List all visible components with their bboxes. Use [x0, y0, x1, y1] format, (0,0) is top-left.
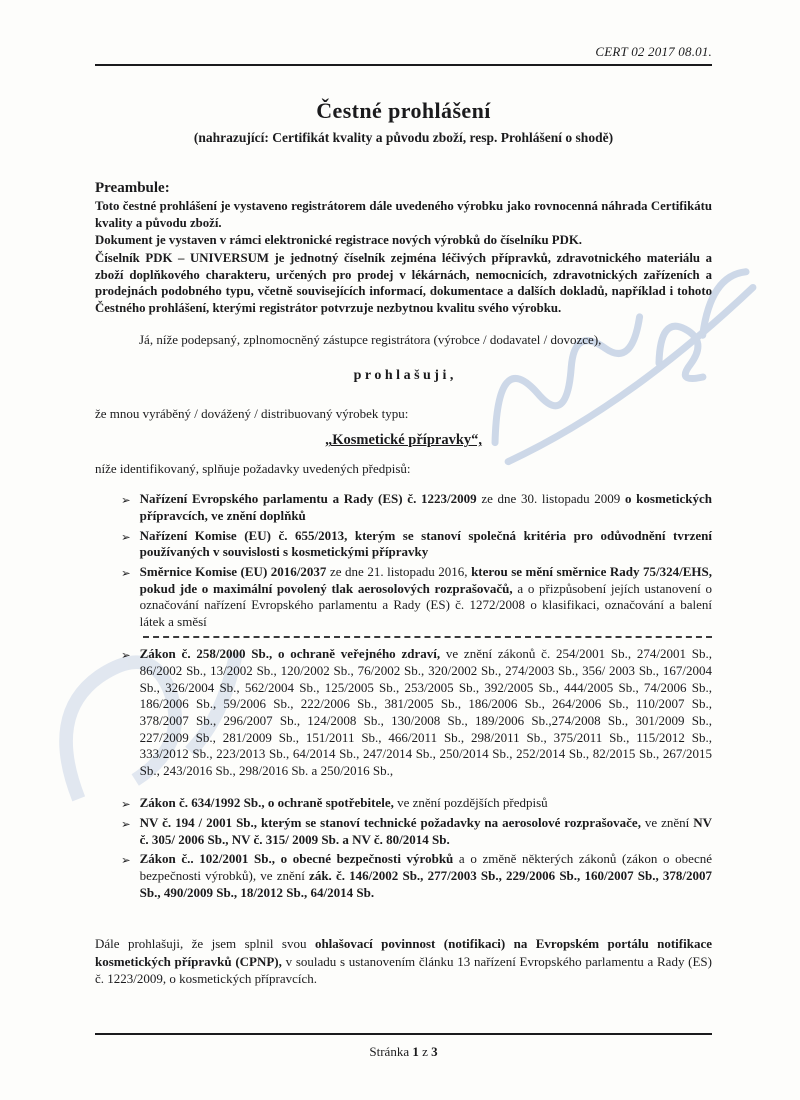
page-title: Čestné prohlášení — [316, 98, 491, 123]
preamble-heading: Preambule: — [95, 180, 170, 196]
preamble-paragraph: Číselník PDK – UNIVERSUM je jednotný číselník zejména léčivých přípravků, zdravotnického materiálu a zboží doplňkového charakteru, určených pro prodej v lékárnách, nemocnicích, zdravotnických zařízeních a prodejnách podobného typu, včetně souvisejících informací, dokumentace a dalších dokladů, například i tohoto Čestného prohlášení, kterými registrátor potvrzuje nezbytnou kvalitu svého výrobku. — [95, 250, 712, 315]
preamble-block — [95, 198, 712, 316]
requirements-intro: níže identifikovaný, splňuje požadavky uvedených předpisů: — [95, 461, 411, 477]
legislation-list — [95, 491, 712, 901]
document-content — [95, 44, 712, 988]
list-item — [121, 795, 712, 812]
list-item-text: Směrnice Komise (EU) 2016/2037 ze dne 21. listopadu 2016, kterou se mění směrnice Rady 75/324/EHS, pokud jde o maximální povolený tlak aerosolových rozprašovačů, a o přizpůsobení jejích ustanovení o označování nařízení Evropského parlamentu a Rady (ES) č. 1272/2008 o klasifikaci, označování a balení látek a směsí — [139, 563, 713, 629]
page-number: Stránka 1 z 3 — [369, 1044, 438, 1059]
arrow-bullet-icon: ➢ — [121, 493, 131, 508]
arrow-bullet-icon: ➢ — [121, 648, 131, 663]
closing-paragraph: Dále prohlašuji, že jsem splnil svou ohlašovací povinnost (notifikaci) na Evropském portálu notifikace kosmetických přípravků (CPNP), v souladu s ustanovením článku 13 nařízení Evropského parlamentu a Rady (ES) č. 1223/2009, o kosmetických přípravcích. — [95, 936, 712, 987]
arrow-bullet-icon: ➢ — [121, 797, 131, 812]
list-item-text: NV č. 194 / 2001 Sb., kterým se stanoví technické požadavky na aerosolové rozprašovače, ve znění NV č. 305/ 2006 Sb., NV č. 315/ 2009 Sb. a NV č. 80/2014 Sb. — [139, 815, 713, 847]
dashed-divider — [143, 636, 712, 638]
declaration-intro: Já, níže podepsaný, zplnomocněný zástupce registrátora (výrobce / dodavatel / dovozce), — [139, 332, 602, 348]
arrow-bullet-icon: ➢ — [121, 565, 131, 580]
list-item — [121, 646, 712, 779]
declaration-verb: p r o h l a š u j i , — [353, 368, 454, 384]
list-item — [121, 564, 712, 631]
list-item — [121, 491, 712, 524]
arrow-bullet-icon: ➢ — [121, 817, 131, 832]
list-item-text: Zákon č. 258/2000 Sb., o ochraně veřejného zdraví, ve znění zákonů č. 254/2001 Sb., 274/2001 Sb., 86/2002 Sb., 13/2002 Sb., 120/2002 Sb., 76/2002 Sb., 320/2002 Sb., 274/2003 Sb., 356/ 2003 Sb., 167/2004 Sb., 326/2004 Sb., 562/2004 Sb., 125/2005 Sb., 253/2005 Sb., 392/2005 Sb., 444/2005 Sb., 74/2006 Sb., 186/2006 Sb., 59/2006 Sb., 222/2006 Sb., 381/2005 Sb., 186/2006 Sb., 264/2006 Sb., 110/2007 Sb., 378/2007 Sb., 296/2007 Sb., 124/2008 Sb., 130/2008 Sb., 189/2006 Sb.,274/2008 Sb., 301/2009 Sb., 227/2009 Sb., 281/2009 Sb., 151/2011 Sb., 466/2011 Sb., 298/2011 Sb., 375/2011 Sb., 115/2012 Sb., 333/2012 Sb., 223/2013 Sb., 64/2014 Sb., 247/2014 Sb., 250/2014 Sb., 252/2014 Sb., 82/2015 Sb., 267/2015 Sb., 243/2016 Sb., 298/2016 Sb. a 250/2016 Sb., — [139, 646, 712, 778]
page-footer — [95, 1033, 712, 1060]
page-subtitle: (nahrazující: Certifikát kvality a původu zboží, resp. Prohlášení o shodě) — [193, 130, 614, 145]
list-item-text: Zákon č. 634/1992 Sb., o ochraně spotřebitele, ve znění pozdějších předpisů — [139, 795, 548, 811]
preamble-paragraph: Dokument je vystaven v rámci elektronické registrace nových výrobků do číselníku PDK. — [95, 233, 582, 248]
list-item-text: Nařízení Komise (EU) č. 655/2013, kterým se stanoví společná kritéria pro odůvodnění tvrzení používaných v souvislosti s kosmetickými přípravky — [139, 527, 712, 560]
list-item — [121, 815, 712, 848]
document-code: CERT 02 2017 08.01. — [595, 44, 712, 59]
arrow-bullet-icon: ➢ — [121, 853, 131, 868]
preamble-paragraph: Toto čestné prohlášení je vystaveno registrátorem dále uvedeného výrobku jako rovnocenná náhrada Certifikátu kvality a původu zboží. — [95, 199, 712, 230]
product-type: „Kosmetické přípravky“, — [324, 432, 483, 449]
list-item — [121, 528, 712, 561]
list-item-text: Zákon č.. 102/2001 Sb., o obecné bezpečnosti výrobků a o změně některých zákonů (zákon o obecné bezpečnosti výrobků), ve znění zák. č. 146/2002 Sb., 277/2003 Sb., 229/2006 Sb., 160/2007 Sb., 378/2007 Sb., 490/2009 Sb., 18/2012 Sb., 64/2014 Sb. — [139, 851, 712, 900]
list-item-text: Nařízení Evropského parlamentu a Rady (ES) č. 1223/2009 ze dne 30. listopadu 2009 o kosmetických přípravcích, ve znění doplňků — [139, 491, 712, 523]
arrow-bullet-icon: ➢ — [121, 529, 131, 544]
list-item — [121, 851, 712, 901]
header-rule — [95, 64, 712, 66]
product-type-intro: že mnou vyráběný / dovážený / distribuovaný výrobek typu: — [95, 406, 409, 422]
